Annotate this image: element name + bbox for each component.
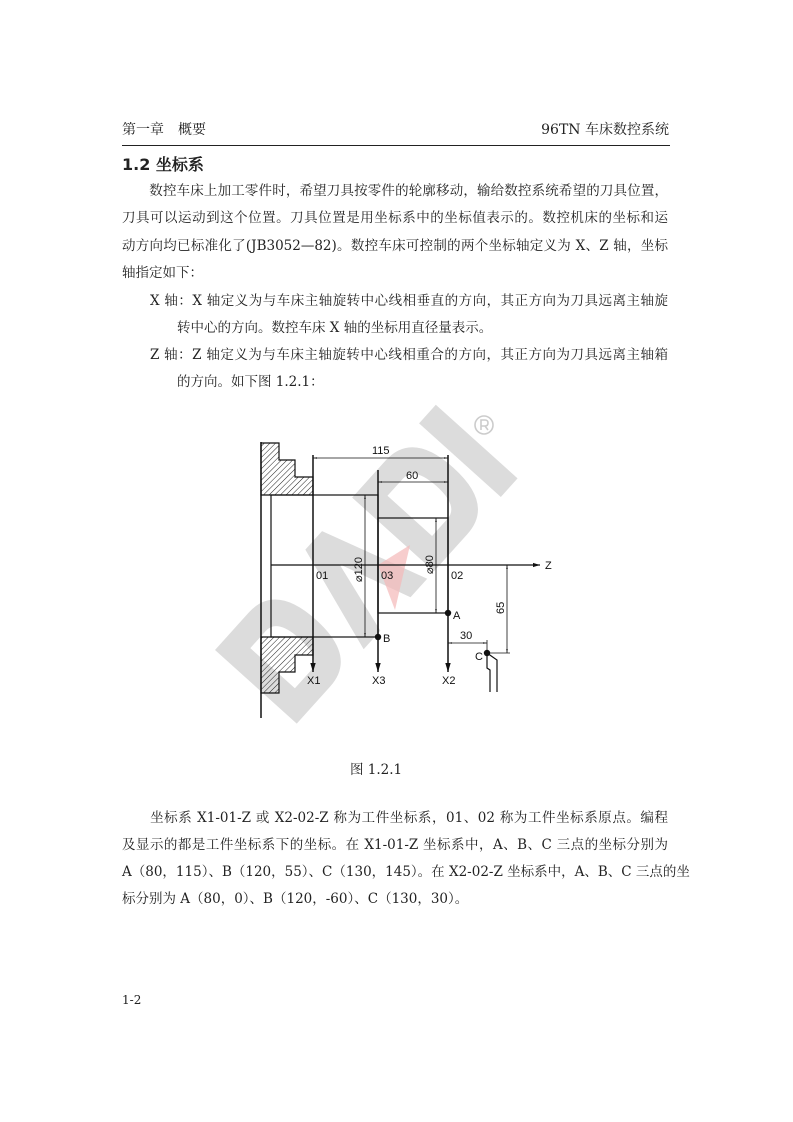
label-65: 65 bbox=[495, 601, 507, 614]
header-product: 96TN 车床数控系统 bbox=[541, 122, 669, 138]
z-axis-definition: Z 轴：Z 轴定义为与车床主轴旋转中心线相重合的方向，其正方向为刀具远离主轴箱 bbox=[150, 347, 668, 363]
figure-caption: 图 1.2.1 bbox=[350, 762, 403, 778]
label-c: C bbox=[475, 651, 483, 663]
x-axis-definition-cont: 转中心的方向。数控车床 X 轴的坐标用直径量表示。 bbox=[177, 320, 493, 336]
label-60: 60 bbox=[406, 470, 419, 482]
point-a bbox=[445, 610, 451, 616]
outro-line: 及显示的都是工件坐标系下的坐标。在 X1-01-Z 坐标系中，A、B、C 三点的坐标分别为 bbox=[122, 837, 668, 853]
label-30: 30 bbox=[460, 630, 473, 642]
label-o1: 01 bbox=[316, 570, 329, 582]
cutting-tool bbox=[487, 653, 497, 692]
label-b: B bbox=[383, 633, 391, 645]
header-chapter: 第一章 概要 bbox=[122, 122, 206, 138]
label-z: Z bbox=[545, 560, 552, 572]
outro-line: A（80，115）、B（120，55）、C（130，145）。在 X2-02-Z 坐标系中，A、B、C 三点的坐 bbox=[122, 864, 690, 880]
intro-line: 动方向均已标准化了(JB3052—82)。数控车床可控制的两个坐标轴定义为 X、Z 轴，坐标 bbox=[122, 238, 668, 254]
label-dia120: ⌀120 bbox=[353, 557, 365, 582]
label-x3: X3 bbox=[372, 675, 386, 687]
outro-line: 标分别为 A（80，0）、B（120，-60）、C（130，30）。 bbox=[122, 891, 469, 907]
label-x1: X1 bbox=[307, 675, 321, 687]
label-o2: 02 bbox=[451, 570, 464, 582]
section-title: 1.2 坐标系 bbox=[122, 155, 204, 174]
chuck-jaw-upper bbox=[261, 443, 313, 495]
label-dia80: ⌀80 bbox=[424, 555, 436, 574]
label-x2: X2 bbox=[442, 675, 456, 687]
label-a: A bbox=[453, 610, 461, 622]
registered-mark-icon bbox=[475, 416, 493, 434]
x-axis-definition: X 轴：X 轴定义为与车床主轴旋转中心线相垂直的方向，其正方向为刀具远离主轴旋 bbox=[150, 293, 668, 309]
point-b bbox=[375, 634, 381, 640]
intro-line: 数控车床上加工零件时，希望刀具按零件的轮廓移动，输给数控系统希望的刀具位置， bbox=[122, 183, 668, 199]
intro-line: 刀具可以运动到这个位置。刀具位置是用坐标系中的坐标值表示的。数控机床的坐标和运 bbox=[122, 210, 668, 226]
page-number: 1-2 bbox=[122, 993, 142, 1007]
label-o3: 03 bbox=[381, 570, 394, 582]
point-c bbox=[484, 650, 490, 656]
z-axis-definition-cont: 的方向。如下图 1.2.1： bbox=[177, 374, 324, 390]
label-115: 115 bbox=[372, 445, 390, 457]
outro-line: 坐标系 X1-01-Z 或 X2-02-Z 称为工件坐标系，01、02 称为工件坐标系原点。编程 bbox=[122, 810, 668, 826]
intro-line: 轴指定如下： bbox=[122, 265, 203, 281]
